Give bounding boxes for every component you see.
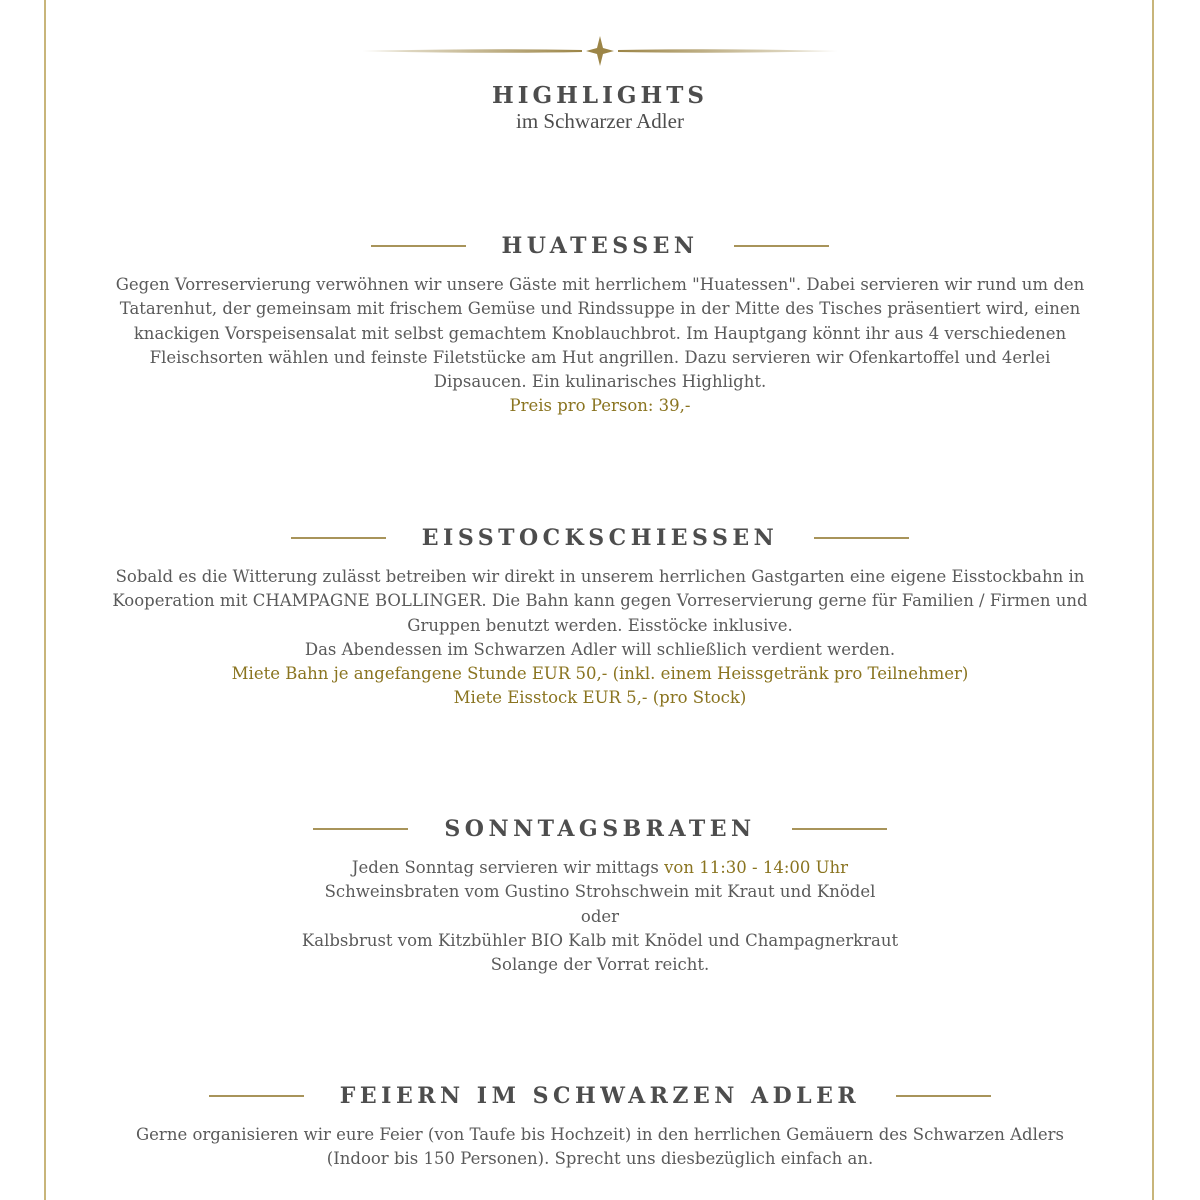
heading-divider-right	[896, 1095, 991, 1097]
page-subtitle: im Schwarzer Adler	[516, 109, 684, 133]
body-line: Kooperation mit CHAMPAGNE BOLLINGER. Die Bahn kann gegen Vorreservierung gerne für Familien / Firmen und	[112, 591, 1088, 611]
section-body	[80, 1123, 1120, 1172]
section-heading: HUATESSEN	[501, 233, 699, 259]
section-heading: EISSTOCKSCHIESSEN	[421, 525, 779, 551]
body-line: knackigen Vorspeisensalat mit selbst gemachtem Knoblauchbrot. Im Hauptgang könnt ihr aus 4 verschiedenen	[133, 323, 1067, 343]
price-text: Miete Eisstock EUR 5,- (pro Stock)	[453, 688, 747, 708]
body-line: Kalbsbrust vom Kitzbühler BIO Kalb mit Knödel und Champagnerkraut	[301, 930, 899, 950]
price-text: Preis pro Person: 39,-	[509, 396, 691, 416]
section-heading-row	[80, 229, 1120, 263]
body-line: Dipsaucen. Ein kulinarisches Highlight.	[433, 372, 767, 392]
body-line: Tatarenhut, der gemeinsam mit frischem Gemüse und Rindssuppe in der Mitte des Tisches präsentiert wird, einen	[119, 299, 1081, 319]
price-text: Miete Bahn je angefangene Stunde EUR 50,- (inkl. einem Heissgetränk pro Teilnehmer)	[231, 664, 969, 684]
section-body	[80, 273, 1120, 419]
body-line: Sobald es die Witterung zulässt betreiben wir direkt in unserem herrlichen Gastgarten eine eigene Eisstockbahn in	[115, 567, 1085, 586]
body-line: Schweinsbraten vom Gustino Strohschwein mit Kraut und Knödel	[324, 882, 876, 902]
body-line: Das Abendessen im Schwarzen Adler will schließlich verdient werden.	[304, 639, 896, 659]
body-line: Fleischsorten wählen und feinste Filetstücke am Hut angrillen. Dazu servieren wir Ofenkartoffel und 4erlei	[149, 347, 1051, 367]
section-body	[80, 565, 1120, 711]
body-line: Gruppen benutzt werden. Eisstöcke inklusive.	[407, 615, 793, 635]
section-heading-row	[80, 521, 1120, 555]
heading-divider-right	[792, 828, 887, 830]
section-sonntagsbraten	[80, 812, 1120, 977]
body-line: oder	[580, 906, 620, 926]
heading-divider-left	[209, 1095, 304, 1097]
body-line	[80, 856, 1120, 880]
heading-divider-left	[371, 245, 466, 247]
section-heading: SONNTAGSBRATEN	[444, 816, 756, 842]
section-huatessen	[80, 229, 1120, 419]
section-heading-row	[80, 812, 1120, 846]
body-line: (Indoor bis 150 Personen). Sprecht uns diesbezüglich einfach an.	[326, 1149, 874, 1169]
body-line: Gegen Vorreservierung verwöhnen wir unsere Gäste mit herrlichem "Huatessen". Dabei servieren wir rund um den	[115, 275, 1085, 294]
section-feiern	[80, 1079, 1120, 1172]
heading-divider-right	[814, 537, 909, 539]
time-text: von 11:30 - 14:00 Uhr	[664, 858, 849, 877]
page-title: HIGHLIGHTS	[492, 82, 708, 109]
star-ornament-icon	[360, 34, 840, 68]
heading-divider-right	[734, 245, 829, 247]
heading-divider-left	[291, 537, 386, 539]
section-eisstockschiessen	[80, 521, 1120, 711]
section-heading-row	[80, 1079, 1120, 1113]
section-heading: FEIERN IM SCHWARZEN ADLER	[339, 1083, 861, 1109]
heading-divider-left	[313, 828, 408, 830]
body-line: Gerne organisieren wir eure Feier (von Taufe bis Hochzeit) in den herrlichen Gemäuern des Schwarzen Adlers	[135, 1125, 1064, 1144]
intro-text: Jeden Sonntag servieren wir mittags	[351, 858, 659, 877]
body-line: Solange der Vorrat reicht.	[490, 955, 710, 975]
section-body	[80, 856, 1120, 977]
